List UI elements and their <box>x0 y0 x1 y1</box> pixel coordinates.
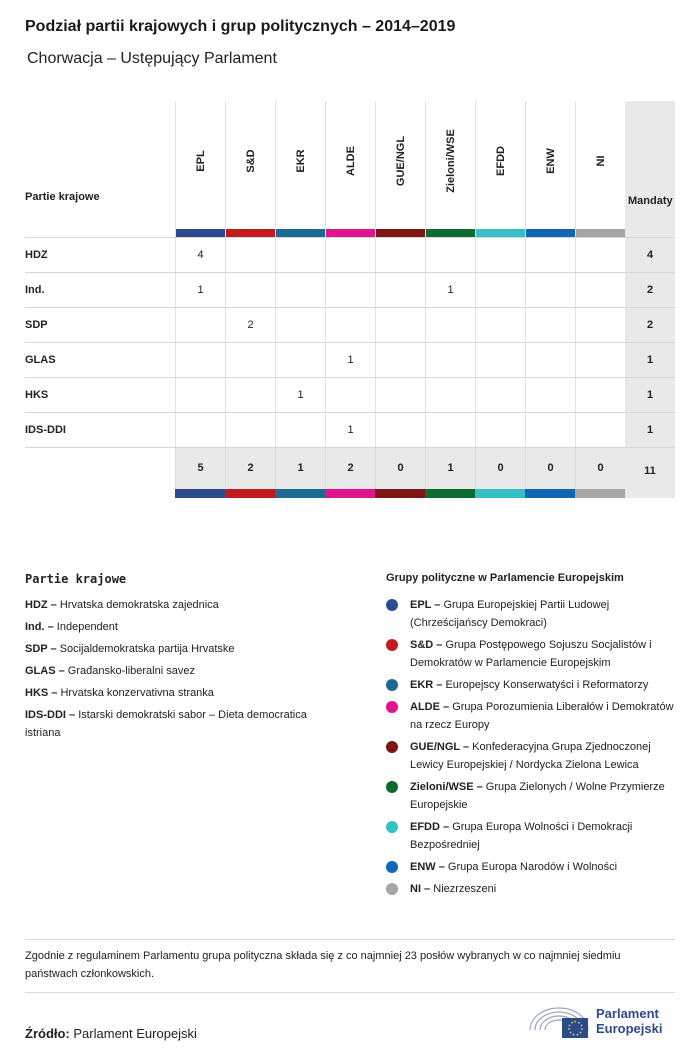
seat-cell <box>275 413 325 447</box>
group-legend-item <box>386 858 681 876</box>
parties-legend-title: Partie krajowe <box>25 572 127 586</box>
group-legend-name: Grupa Porozumienia Liberałów i Demokratów na rzecz Europy <box>410 701 674 731</box>
group-header-label: EPL <box>194 150 207 172</box>
seat-cell <box>425 343 475 377</box>
group-column-header <box>325 101 375 238</box>
party-legend-abbr: HDZ – <box>25 599 57 611</box>
group-total: 0 <box>575 448 625 489</box>
group-legend-name: Europejscy Konserwatyści i Reformatorzy <box>445 679 649 691</box>
party-legend-abbr: GLAS – <box>25 665 65 677</box>
party-legend-name: Istarski demokratski sabor – Dieta democratica istriana <box>25 709 307 739</box>
seat-cell <box>475 308 525 342</box>
party-legend-item <box>25 596 345 614</box>
group-column-header <box>425 101 475 238</box>
seat-cell <box>375 413 425 447</box>
seat-cell <box>275 308 325 342</box>
group-color-dot <box>386 599 398 611</box>
group-color-dot <box>386 821 398 833</box>
seat-cell <box>225 238 275 272</box>
table-row <box>25 272 675 307</box>
party-name: Ind. <box>25 284 45 296</box>
party-legend-item <box>25 618 345 636</box>
group-total: 1 <box>425 448 475 489</box>
seat-cell <box>475 413 525 447</box>
seat-cell <box>275 238 325 272</box>
seat-cell <box>425 308 475 342</box>
group-color-dot <box>386 741 398 753</box>
party-name: GLAS <box>25 354 56 366</box>
party-legend-item <box>25 684 345 702</box>
group-legend-name: Niezrzeszeni <box>433 883 497 895</box>
page-subtitle: Chorwacja – Ustępujący Parlament <box>27 50 277 67</box>
group-header-label: Zieloni/WSE <box>444 129 457 193</box>
group-color-bar <box>275 489 325 498</box>
group-header-label: S&D <box>244 149 257 173</box>
group-legend-item <box>386 596 681 632</box>
group-color-dot <box>386 861 398 873</box>
group-color-dot <box>386 883 398 895</box>
logo-text <box>596 1006 662 1036</box>
source-value: Parlament Europejski <box>73 1026 197 1041</box>
party-legend-name: Socijaldemokratska partija Hrvatske <box>59 643 235 655</box>
table-row <box>25 412 675 447</box>
group-header-label: ALDE <box>344 146 357 176</box>
party-total: 1 <box>625 413 675 447</box>
seat-cell: 1 <box>325 343 375 377</box>
party-name: HDZ <box>25 249 48 261</box>
seat-cell <box>175 308 225 342</box>
footnote: Zgodnie z regulaminem Parlamentu grupa polityczna składa się z co najmniej 23 posłów wybranych w co najmniej siedmiu państwach członkowskich. <box>25 950 621 980</box>
party-legend-item <box>25 662 345 680</box>
party-legend-name: Independent <box>56 621 118 633</box>
seat-cell <box>375 308 425 342</box>
seat-cell <box>275 273 325 307</box>
party-legend-item <box>25 640 345 658</box>
party-legend-name: Građansko-liberalni savez <box>67 665 195 677</box>
group-color-bar <box>325 489 375 498</box>
group-legend-item <box>386 738 681 774</box>
seat-cell <box>225 378 275 412</box>
grand-total: 11 <box>625 448 675 498</box>
group-color-dot <box>386 639 398 651</box>
seat-cell <box>575 273 625 307</box>
seat-cell <box>525 413 575 447</box>
group-column-header <box>575 101 625 238</box>
parties-legend <box>25 596 345 746</box>
group-legend-abbr: ENW – <box>410 861 445 873</box>
seat-cell <box>375 343 425 377</box>
group-column-header <box>275 101 325 238</box>
seat-cell <box>525 343 575 377</box>
table-row <box>25 237 675 272</box>
party-legend-abbr: Ind. – <box>25 621 54 633</box>
group-color-dot <box>386 781 398 793</box>
seat-cell <box>375 238 425 272</box>
table-row <box>25 307 675 342</box>
group-column-header <box>475 101 525 238</box>
party-legend-abbr: SDP – <box>25 643 57 655</box>
logo-line1: Parlament <box>596 1006 659 1021</box>
logo-line2: Europejski <box>596 1021 663 1036</box>
party-name: SDP <box>25 319 48 331</box>
party-legend-name: Hrvatska demokratska zajednica <box>59 599 219 611</box>
group-header-label: EFDD <box>494 146 507 176</box>
group-legend-item <box>386 818 681 854</box>
group-legend-name: Grupa Europa Narodów i Wolności <box>447 861 618 873</box>
group-legend-name: Grupa Europa Wolności i Demokracji Bezpośredniej <box>410 821 633 851</box>
seat-cell <box>275 343 325 377</box>
seat-cell <box>225 343 275 377</box>
source-label: Źródło: <box>25 1026 70 1041</box>
mandates-header-label: Mandaty <box>628 195 673 207</box>
groups-legend-title: Grupy polityczne w Parlamencie Europejskim <box>386 572 624 584</box>
seat-cell <box>175 378 225 412</box>
seat-cell <box>575 413 625 447</box>
party-name: HKS <box>25 389 49 401</box>
group-color-bar <box>375 489 425 498</box>
table-row <box>25 342 675 377</box>
group-total: 1 <box>275 448 325 489</box>
seat-cell <box>375 273 425 307</box>
seat-cell <box>525 378 575 412</box>
seat-cell <box>475 343 525 377</box>
party-total: 2 <box>625 308 675 342</box>
seat-cell <box>175 343 225 377</box>
seat-cell <box>175 413 225 447</box>
party-legend-name: Hrvatska konzervativna stranka <box>60 687 214 699</box>
group-legend-abbr: EPL – <box>410 599 441 611</box>
group-total: 0 <box>375 448 425 489</box>
group-legend-abbr: GUE/NGL – <box>410 741 470 753</box>
source-line <box>25 1026 197 1041</box>
group-legend-name: Grupa Postępowego Sojuszu Socjalistów i Demokratów w Parlamencie Europejskim <box>410 639 652 669</box>
seat-cell: 1 <box>175 273 225 307</box>
group-legend-abbr: Zieloni/WSE – <box>410 781 483 793</box>
seat-cell <box>525 273 575 307</box>
group-legend-abbr: EKR – <box>410 679 443 691</box>
party-total: 1 <box>625 343 675 377</box>
seat-cell: 1 <box>275 378 325 412</box>
group-header-label: EKR <box>294 149 307 173</box>
group-color-dot <box>386 679 398 691</box>
party-total: 1 <box>625 378 675 412</box>
group-header-label: GUE/NGL <box>394 135 407 187</box>
hemicycle-icon <box>528 1002 590 1042</box>
party-legend-abbr: HKS – <box>25 687 58 699</box>
seat-cell <box>475 273 525 307</box>
table-row <box>25 377 675 412</box>
group-column-header <box>175 101 225 238</box>
group-legend-item <box>386 636 681 672</box>
seat-cell <box>225 273 275 307</box>
party-legend-abbr: IDS-DDI – <box>25 709 76 721</box>
seat-cell <box>425 413 475 447</box>
seat-cell <box>325 308 375 342</box>
seat-cell <box>325 378 375 412</box>
divider <box>25 992 675 993</box>
group-legend-item <box>386 676 681 694</box>
seat-cell <box>425 378 475 412</box>
group-column-header <box>525 101 575 238</box>
group-legend-abbr: NI – <box>410 883 431 895</box>
party-total: 4 <box>625 238 675 272</box>
seat-cell <box>225 413 275 447</box>
seat-cell <box>325 238 375 272</box>
group-total: 0 <box>475 448 525 489</box>
group-total: 2 <box>325 448 375 489</box>
seat-cell: 2 <box>225 308 275 342</box>
group-legend-item <box>386 778 681 814</box>
group-column-header <box>375 101 425 238</box>
page-title: Podział partii krajowych i grup politycznych – 2014–2019 <box>25 18 456 35</box>
seat-cell <box>575 238 625 272</box>
group-color-bar <box>425 489 475 498</box>
seat-cell: 4 <box>175 238 225 272</box>
group-legend-name: Grupa Zielonych / Wolne Przymierze Europejskie <box>410 781 665 811</box>
seat-cell: 1 <box>325 413 375 447</box>
party-legend-item <box>25 706 345 742</box>
group-color-bar <box>175 489 225 498</box>
party-total: 2 <box>625 273 675 307</box>
group-header-label: NI <box>594 155 607 167</box>
divider <box>25 939 675 940</box>
group-color-bar <box>525 489 575 498</box>
seat-cell <box>575 378 625 412</box>
seat-cell <box>425 238 475 272</box>
group-legend-name: Konfederacyjna Grupa Zjednoczonej Lewicy Europejskiej / Nordycka Zielona Lewica <box>410 741 651 771</box>
group-legend-abbr: S&D – <box>410 639 443 651</box>
seat-cell <box>525 238 575 272</box>
group-header-label: ENW <box>544 148 557 174</box>
group-legend-abbr: ALDE – <box>410 701 450 713</box>
seat-cell <box>475 238 525 272</box>
mandates-column-header <box>625 101 675 238</box>
group-color-bar <box>225 489 275 498</box>
table-header <box>25 101 675 238</box>
seat-cell <box>575 308 625 342</box>
group-color-dot <box>386 701 398 713</box>
group-legend-item <box>386 880 681 898</box>
group-column-header <box>225 101 275 238</box>
group-color-bar <box>575 489 625 498</box>
ep-logo <box>528 1002 678 1042</box>
group-total: 5 <box>175 448 225 489</box>
groups-legend <box>386 596 681 902</box>
group-total: 2 <box>225 448 275 489</box>
group-legend-name: Grupa Europejskiej Partii Ludowej (Chrześcijańscy Demokraci) <box>410 599 610 629</box>
party-name: IDS-DDI <box>25 424 66 436</box>
seat-cell <box>525 308 575 342</box>
group-legend-item <box>386 698 681 734</box>
group-total: 0 <box>525 448 575 489</box>
seat-cell <box>575 343 625 377</box>
totals-row <box>25 447 675 497</box>
seat-cell: 1 <box>425 273 475 307</box>
group-legend-abbr: EFDD – <box>410 821 450 833</box>
seat-cell <box>475 378 525 412</box>
seat-cell <box>325 273 375 307</box>
parties-column-header: Partie krajowe <box>25 191 100 203</box>
seat-cell <box>375 378 425 412</box>
group-color-bar <box>475 489 525 498</box>
